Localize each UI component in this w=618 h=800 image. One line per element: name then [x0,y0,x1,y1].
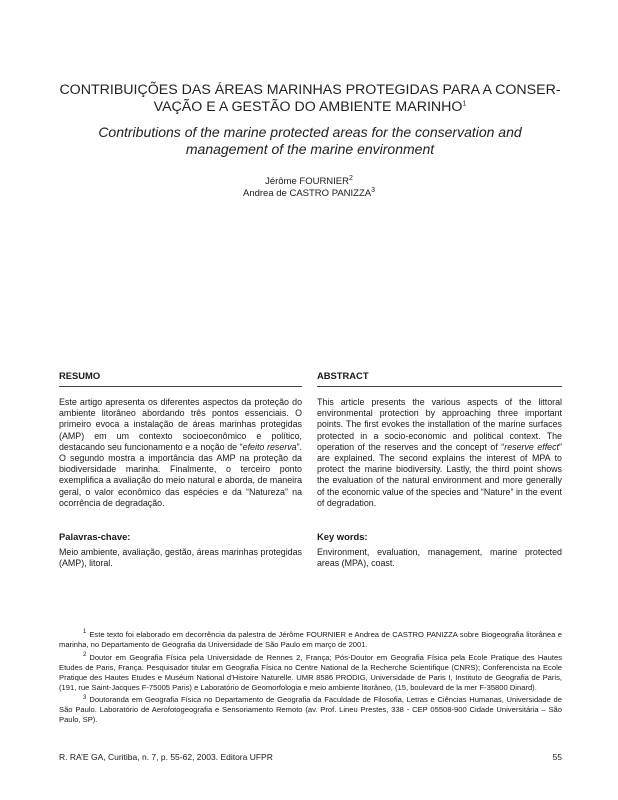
resumo-text-italic: efeito reserva [242,441,297,452]
resumo-heading: RESUMO [59,370,302,387]
title-footnote-marker: 1 [462,100,467,108]
title-portuguese [58,82,562,116]
palavras-chave-heading: Palavras-chave: [59,531,131,542]
footnote-1-number: 1 [83,629,87,636]
title-en-line-1: Contributions of the marine protected areas for the conservation and [98,124,522,140]
author-2 [0,188,618,200]
page-number: 55 [552,752,562,762]
journal-citation: R. RA’E GA, Curitiba, n. 7, p. 55-62, 2003. Editora UFPR [59,752,273,762]
author-1-name: Jérôme FOURNIER [265,176,350,187]
author-1 [0,176,618,188]
footnote-2-text: Doutor em Geografia Física pela Universidade de Rennes 2, França; Pós-Doutor em Geografia Física pela Ecole Pratique des Hautes Etudes de Paris, França. Pesquisador titular em Geografia Física no Centre National de la Recherche Scientifique (CNRS); Conferencista na Ecole Pratique des Hautes Etudes e Muséum National d’Histoire Naturelle. UMR 8586 PRODIG, Universidade de Paris I, Instituto de Geografia de Paris, (191, rue Saint-Jacques F-75005 Paris) e Laboratório de Geomorfologia e meio ambiente litorâneo, (15, boulevard de la mer F-35800 Dinard). [59,652,562,692]
resumo-text-b: ”. O segundo mostra a importância das AMP na proteção da biodiversidade marinha. Finalmente, o terceiro ponto exemplifica a avaliação do meio natural e aborda, de maneira geral, o valor econômico das espécies e da “Natureza” na ocorrência de degradação. [59,441,303,508]
footnote-3 [59,695,562,725]
author-1-marker: 2 [349,174,353,182]
footnote-1-text: Este texto foi elaborado em decorrência da palestra de Jérôme FOURNIER e Andrea de CASTRO PANIZZA sobre Biogeografia litorânea e marinha, no Departamento de Geografia da Universidade de São Paulo em março de 2001. [59,630,562,649]
footnote-3-text: Doutoranda em Geografia Física no Departamento de Geografia da Faculdade de Filosofia, Letras e Ciências Humanas, Universidade de São Paulo. Laboratório de Aerofotogeografia e Sensoriamento Remoto (av. Prof. Lineu Prestes, 338 - CEP 05508-900 Cidade Universitária – São Paulo, SP). [59,695,562,725]
resumo-text [59,397,302,517]
abstract-text-italic: reserve effect [504,441,560,452]
key-words-text: Environment, evaluation, management, marine protected areas (MPA), coast. [317,547,562,569]
footnote-2 [59,653,562,693]
title-english [58,124,562,158]
abstract-text-a: This article presents the various aspects of the littoral environmental protection by approaching three important points. The first evokes the installation of the marine surfaces protected in a socio-economic and political context. The operation of the reserves and the concept of “ [317,397,562,452]
author-2-marker: 3 [371,186,376,194]
resumo-column [59,370,302,569]
title-pt-line-2 [58,99,562,116]
footnote-1 [59,630,562,650]
abstract-text [317,397,562,517]
resumo-text-a: Este artigo apresenta os diferentes aspectos da proteção do ambiente litorâneo abordando três pontos essenciais. O primeiro evoca a instalação de áreas marinhas protegidas (AMP) em um contexto socioeconômico e político, destacando seu funcionamento e a noção de “ [59,397,302,452]
footnote-2-number: 2 [83,652,87,659]
title-pt-line-2-text: VAÇÃO E A GESTÃO DO AMBIENTE MARINHO [153,99,463,115]
palavras-chave-text: Meio ambiente, avaliação, gestão, áreas marinhas protegidas (AMP), litoral. [59,547,302,569]
title-en-line-2: management of the marine environment [185,141,435,157]
abstract-column [317,370,562,569]
title-pt-line-1: CONTRIBUIÇÕES DAS ÁREAS MARINHAS PROTEGIDAS PARA A CONSER- [59,82,561,98]
key-words-heading: Key words: [317,531,368,542]
abstract-heading: ABSTRACT [317,370,562,387]
author-2-name: Andrea de CASTRO PANIZZA [242,188,372,199]
abstract-text-b: ” are explained. The second explains the interest of MPA to protect the marine biodiversity. Lastly, the third point shows the evaluation of the natural environment and more generally of the economic value of the species and “Nature” in the event of degradation. [317,441,562,508]
footnotes [59,630,562,728]
footnote-3-number: 3 [83,694,87,701]
author-list [0,176,618,200]
